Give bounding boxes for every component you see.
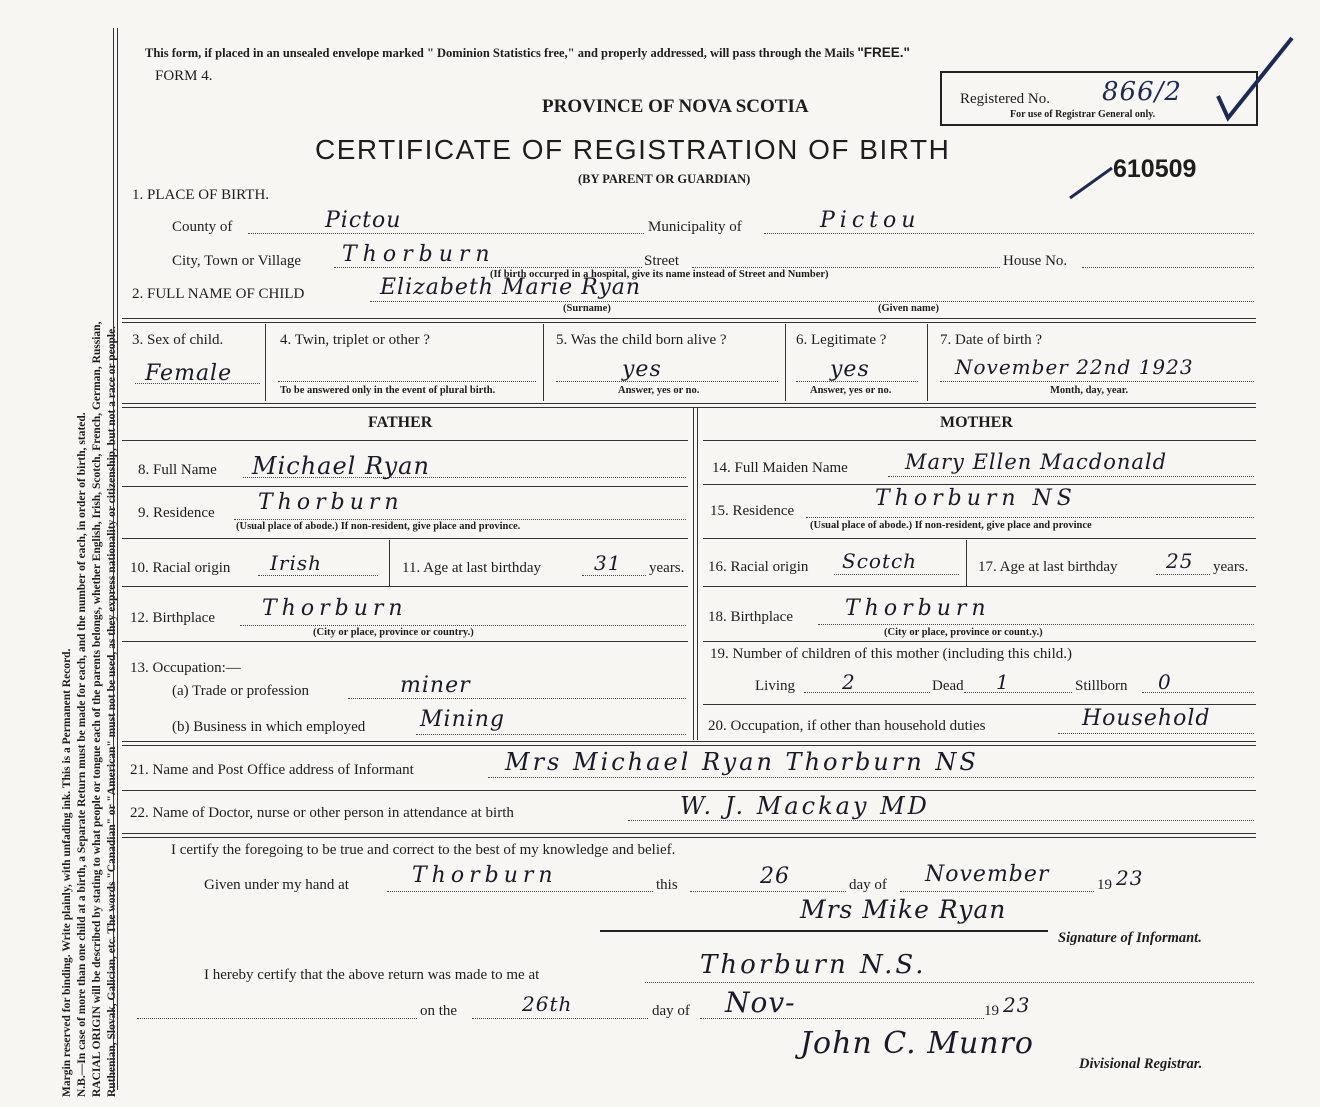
mother-residence-label: 15. Residence: [710, 503, 795, 519]
registrar-statement: I hereby certify that the above return was made to me at: [204, 967, 540, 983]
registrar-note: For use of Registrar General only.: [1010, 109, 1156, 120]
dead-value: 1: [996, 670, 1010, 694]
father-residence-label: 9. Residence: [138, 505, 215, 521]
legitimate-value: yes: [830, 357, 870, 382]
father-race: Irish: [270, 551, 323, 575]
stamped-number: 610509: [1113, 155, 1197, 183]
certify-day: 26: [760, 864, 790, 889]
municipality-label: Municipality of: [648, 219, 742, 235]
father-name-label: 8. Full Name: [138, 462, 217, 478]
mother-name: Mary Ellen Macdonald: [905, 450, 1168, 474]
registrar-month: Nov-: [725, 986, 796, 1019]
mother-age: 25: [1166, 549, 1194, 573]
registered-label: Registered No.: [960, 91, 1050, 107]
informant-signature: Mrs Mike Ryan: [800, 895, 1007, 924]
trade-label: (a) Trade or profession: [172, 683, 310, 699]
father-residence: Thorburn: [258, 490, 404, 515]
county-label: County of: [172, 219, 233, 235]
mother-race-label: 16. Racial origin: [708, 559, 809, 575]
form-number: FORM 4.: [155, 68, 213, 84]
certify-statement: I certify the foregoing to be true and correct to the best of my knowledge and belief.: [171, 842, 676, 858]
trade-value: miner: [400, 673, 471, 698]
mother-age-label: 17. Age at last birthday: [978, 559, 1118, 575]
legitimate-label: 6. Legitimate ?: [796, 332, 887, 348]
dob-note: Month, day, year.: [1050, 385, 1129, 396]
stillborn-value: 0: [1158, 670, 1172, 694]
mother-race: Scotch: [842, 549, 918, 573]
mother-birthplace-note: (City or place, province or count.y.): [884, 627, 1043, 638]
father-birthplace-note: (City or place, province or country.): [313, 627, 474, 638]
sex-value: Female: [145, 361, 233, 386]
twin-note: To be answered only in the event of plural birth.: [280, 385, 496, 396]
registrar-signature: John C. Munro: [800, 1026, 1034, 1061]
child-name: Elizabeth Marie Ryan: [380, 275, 642, 300]
father-occupation-label: 13. Occupation:—: [130, 660, 241, 676]
province-heading: PROVINCE OF NOVA SCOTIA: [542, 96, 809, 117]
child-name-label: 2. FULL NAME OF CHILD: [132, 286, 305, 302]
dead-label: Dead: [932, 678, 964, 694]
business-label: (b) Business in which employed: [172, 719, 366, 735]
stillborn-label: Stillborn: [1075, 678, 1128, 694]
business-value: Mining: [420, 707, 506, 732]
municipality-value: Pictou: [820, 208, 921, 233]
alive-note: Answer, yes or no.: [618, 385, 700, 396]
street-label: Street: [644, 253, 679, 269]
certify-dayof-label: day of: [849, 877, 887, 893]
certify-year-prefix: 19: [1097, 877, 1112, 893]
mother-residence: Thorburn NS: [875, 486, 1077, 511]
certify-place: Thorburn: [412, 863, 558, 888]
informant-value: Mrs Michael Ryan Thorburn NS: [505, 748, 979, 776]
informant-label: 21. Name and Post Office address of Informant: [130, 762, 414, 778]
alive-label: 5. Was the child born alive ?: [556, 332, 727, 348]
city-label: City, Town or Village: [172, 253, 302, 269]
onthe-label: on the: [420, 1003, 458, 1019]
this-label: this: [656, 877, 678, 893]
mother-birthplace-label: 18. Birthplace: [708, 609, 793, 625]
father-birthplace: Thorburn: [262, 596, 408, 621]
father-birthplace-label: 12. Birthplace: [130, 610, 215, 626]
father-years-label: years.: [649, 560, 685, 576]
children-label: 19. Number of children of this mother (including this child.): [710, 646, 1073, 662]
registrar-dayof-label: day of: [652, 1003, 690, 1019]
mother-name-label: 14. Full Maiden Name: [712, 460, 848, 476]
margin-line-4: Ruthenian, Slovak, Galician, etc. The words "Canadian" or "American" must not be used, as they express nationality or citizenship, but not a race or people.: [106, 325, 118, 1097]
doctor-value: W. J. Mackay MD: [680, 792, 930, 820]
mother-heading: MOTHER: [940, 414, 1013, 431]
house-label: House No.: [1003, 253, 1068, 269]
certify-year-suffix: 23: [1116, 866, 1144, 890]
informant-signature-caption: Signature of Informant.: [1058, 930, 1202, 946]
margin-line-1: Margin reserved for binding. Write plainly, with unfading ink. This is a Permanent Record.: [61, 648, 73, 1097]
place-heading: 1. PLACE OF BIRTH.: [132, 187, 270, 203]
postal-note: This form, if placed in an unsealed envelope marked " Dominion Statistics free," and properly addressed, will pass through the Mails "FREE.": [145, 45, 910, 60]
doctor-label: 22. Name of Doctor, nurse or other person in attendance at birth: [130, 805, 514, 821]
living-label: Living: [755, 678, 795, 694]
father-residence-note: (Usual place of abode.) If non-resident, give place and province.: [236, 521, 521, 532]
dob-label: 7. Date of birth ?: [940, 332, 1043, 348]
margin-line-3: RACIAL ORIGIN will be described by stating to what people or tongue each of the parents belongs, whether English, Irish, Scotch, French, German, Russian,: [91, 321, 103, 1097]
given-name-note: (Given name): [878, 303, 939, 314]
certify-month: November: [925, 862, 1050, 887]
living-value: 2: [842, 670, 856, 694]
mother-occupation: Household: [1082, 706, 1211, 731]
street-note: (If birth occurred in a hospital, give its name instead of Street and Number): [490, 269, 829, 280]
dob-value: November 22nd 1923: [955, 355, 1194, 379]
city-value: Thorburn: [342, 242, 496, 267]
registrar-year-suffix: 23: [1003, 993, 1031, 1017]
father-name: Michael Ryan: [252, 452, 430, 480]
registrar-place: Thorburn N.S.: [700, 950, 927, 980]
margin-line-2: N.B.—In case of more than one child at a birth, a Separate Return must be made for each, and the number of each, in order of birth, stated.: [76, 412, 88, 1097]
given-under-label: Given under my hand at: [204, 877, 349, 893]
mother-years-label: years.: [1213, 559, 1249, 575]
surname-note: (Surname): [563, 303, 611, 314]
twin-label: 4. Twin, triplet or other ?: [280, 332, 430, 348]
mother-birthplace: Thorburn: [845, 596, 991, 621]
mother-occupation-label: 20. Occupation, if other than household duties: [708, 718, 986, 734]
father-heading: FATHER: [368, 414, 433, 431]
registrar-caption: Divisional Registrar.: [1079, 1056, 1203, 1072]
check-mark: [1060, 30, 1320, 210]
registered-number: 866/2: [1102, 77, 1182, 107]
county-value: Pictou: [325, 208, 402, 233]
legitimate-note: Answer, yes or no.: [810, 385, 892, 396]
certificate-title: CERTIFICATE OF REGISTRATION OF BIRTH: [315, 134, 951, 165]
father-age: 31: [594, 551, 622, 575]
mother-residence-note: (Usual place of abode.) If non-resident, give place and province: [810, 520, 1092, 531]
sex-label: 3. Sex of child.: [132, 332, 224, 348]
alive-value: yes: [622, 357, 662, 382]
father-race-label: 10. Racial origin: [130, 560, 231, 576]
father-age-label: 11. Age at last birthday: [402, 560, 541, 576]
binding-margin-rule: [113, 28, 118, 1090]
registrar-day: 26th: [522, 992, 573, 1016]
registrar-year-prefix: 19: [984, 1003, 999, 1019]
certificate-subtitle: (BY PARENT OR GUARDIAN): [578, 172, 751, 186]
